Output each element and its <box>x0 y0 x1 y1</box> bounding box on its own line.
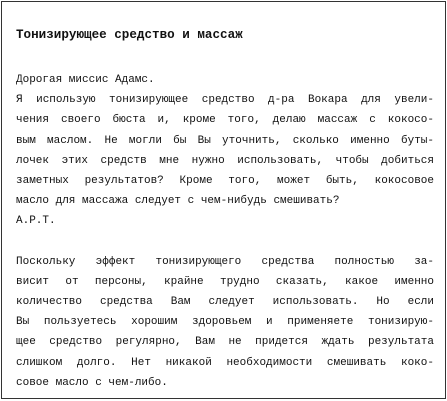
paragraph-gap <box>16 232 434 252</box>
answer-line: висит от персоны, крайне трудно сказать, какое именно <box>16 275 434 288</box>
letter-signature: А.Р.Т. <box>16 215 56 228</box>
letter-line: заметных результатов? Кроме того, может быть, кокосовое <box>16 174 434 187</box>
answer-line: Поскольку эффект тонизирующего средства полностью за- <box>16 255 434 268</box>
letter-line: Я использую тонизирующее средство д-ра Вокара для увели- <box>16 94 434 107</box>
answer-line: щее средство регулярно, Вам не придется ждать результата <box>16 336 434 349</box>
reader-letter <box>16 70 434 232</box>
letter-greeting: Дорогая миссис Адамс. <box>16 74 155 86</box>
article-title: Тонизирующее средство и массаж <box>16 28 243 42</box>
document-page <box>1 1 446 399</box>
letter-line: лочек этих средств мне нужно использовать, чтобы добиться <box>16 154 434 167</box>
letter-line: масло для массажа следует с чем-нибудь смешивать? <box>16 195 340 208</box>
letter-line: чения своего бюста и, кроме того, делаю массаж с кокосо- <box>16 114 434 127</box>
answer-line: Вы пользуетесь хорошим здоровьем и применяете тонизирую- <box>16 316 434 329</box>
letter-line: вым маслом. Не могли бы Вы уточнить, сколько именно буты- <box>16 134 434 147</box>
answer-line: слишком долго. Нет никакой необходимости смешивать коко- <box>16 356 434 369</box>
columnist-answer <box>16 252 434 393</box>
answer-line: количество средства Вам следует использовать. Но если <box>16 296 434 309</box>
answer-line: совое масло с чем-либо. <box>16 376 168 389</box>
